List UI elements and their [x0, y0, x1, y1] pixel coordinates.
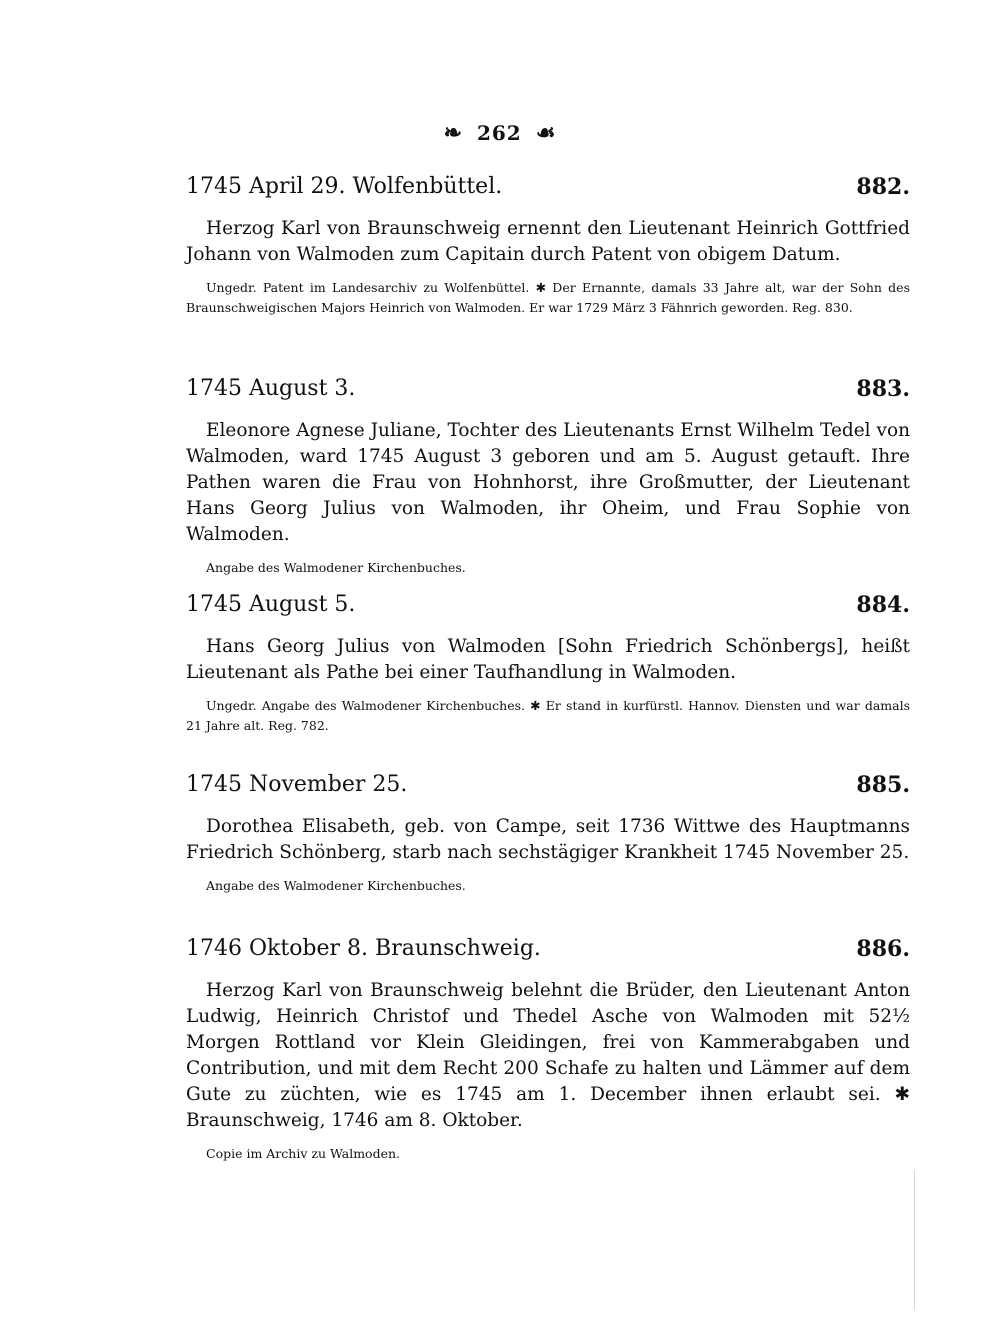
entry-text: Hans Georg Julius von Walmoden [Sohn Friedrich Schönbergs], heißt Lieutenant als Pathe bei einer Taufhandlung in Walmoden.: [186, 636, 910, 683]
entry-source-note: Ungedr. Patent im Landesarchiv zu Wolfenbüttel. ✱ Der Ernannte, damals 33 Jahre alt, war der Sohn des Braunschweigischen Majors Heinrich von Walmoden. Er war 1729 März 3 Fähnrich geworden. Reg. 830.: [186, 280, 910, 315]
entry-text: Herzog Karl von Braunschweig belehnt die Brüder, den Lieutenant Anton Ludwig, Heinrich Christof und Thedel Asche von Walmoden mit 52½ Morgen Rottland vor Klein Gleidingen, frei von Kammerabgaben und Contribution, und mit dem Recht 200 Schafe zu halten und Lämmer auf dem Gute zu züchten, wie es 1745 am 1. December ihnen erlaubt sei. ✱ Braunschweig, 1746 am 8. Oktober.: [186, 980, 910, 1131]
entry-heading: [186, 174, 910, 204]
entry-883: [186, 376, 910, 578]
page-header: [0, 120, 1000, 146]
entry-source-note: Angabe des Walmodener Kirchenbuches.: [206, 560, 466, 575]
entry-date: 1746 Oktober 8. Braunschweig.: [186, 936, 541, 961]
entry-source-note: Angabe des Walmodener Kirchenbuches.: [206, 878, 466, 893]
entry-number: 885.: [856, 772, 910, 798]
entry-882: [186, 174, 910, 318]
entry-886: [186, 936, 910, 1164]
entry-885: [186, 772, 910, 896]
entry-source-note: Ungedr. Angabe des Walmodener Kirchenbuches. ✱ Er stand in kurfürstl. Hannov. Diensten und war damals 21 Jahre alt. Reg. 782.: [186, 698, 910, 733]
page-number: 262: [476, 121, 522, 145]
entry-heading: [186, 772, 910, 802]
entry-heading: [186, 376, 910, 406]
entry-text: Herzog Karl von Braunschweig ernennt den Lieutenant Heinrich Gottfried Johann von Walmoden zum Capitain durch Patent von obigem Datum.: [186, 218, 910, 265]
entry-date: 1745 August 3.: [186, 376, 356, 401]
entry-date: 1745 November 25.: [186, 772, 408, 797]
scan-edge-line: [914, 1170, 915, 1310]
entry-text: Dorothea Elisabeth, geb. von Campe, seit 1736 Wittwe des Hauptmanns Friedrich Schönberg, starb nach sechstägiger Krankheit 1745 November 25.: [186, 816, 910, 863]
ornament-right-icon: ☙: [535, 120, 557, 146]
entry-number: 882.: [856, 174, 910, 200]
entry-heading: [186, 592, 910, 622]
entry-source-note: Copie im Archiv zu Walmoden.: [206, 1146, 400, 1161]
entry-date: 1745 August 5.: [186, 592, 356, 617]
entry-884: [186, 592, 910, 736]
entry-date: 1745 April 29. Wolfenbüttel.: [186, 174, 503, 199]
entry-text: Eleonore Agnese Juliane, Tochter des Lieutenants Ernst Wilhelm Tedel von Walmoden, ward 1745 August 3 geboren und am 5. August getauft. Ihre Pathen waren die Frau von Hohnhorst, ihre Großmutter, der Lieutenant Hans Georg Julius von Walmoden, ihr Oheim, und Frau Sophie von Walmoden.: [186, 420, 910, 545]
entry-heading: [186, 936, 910, 966]
ornament-left-icon: ❧: [443, 120, 463, 146]
entry-number: 884.: [856, 592, 910, 618]
entry-number: 886.: [856, 936, 910, 962]
entry-number: 883.: [856, 376, 910, 402]
